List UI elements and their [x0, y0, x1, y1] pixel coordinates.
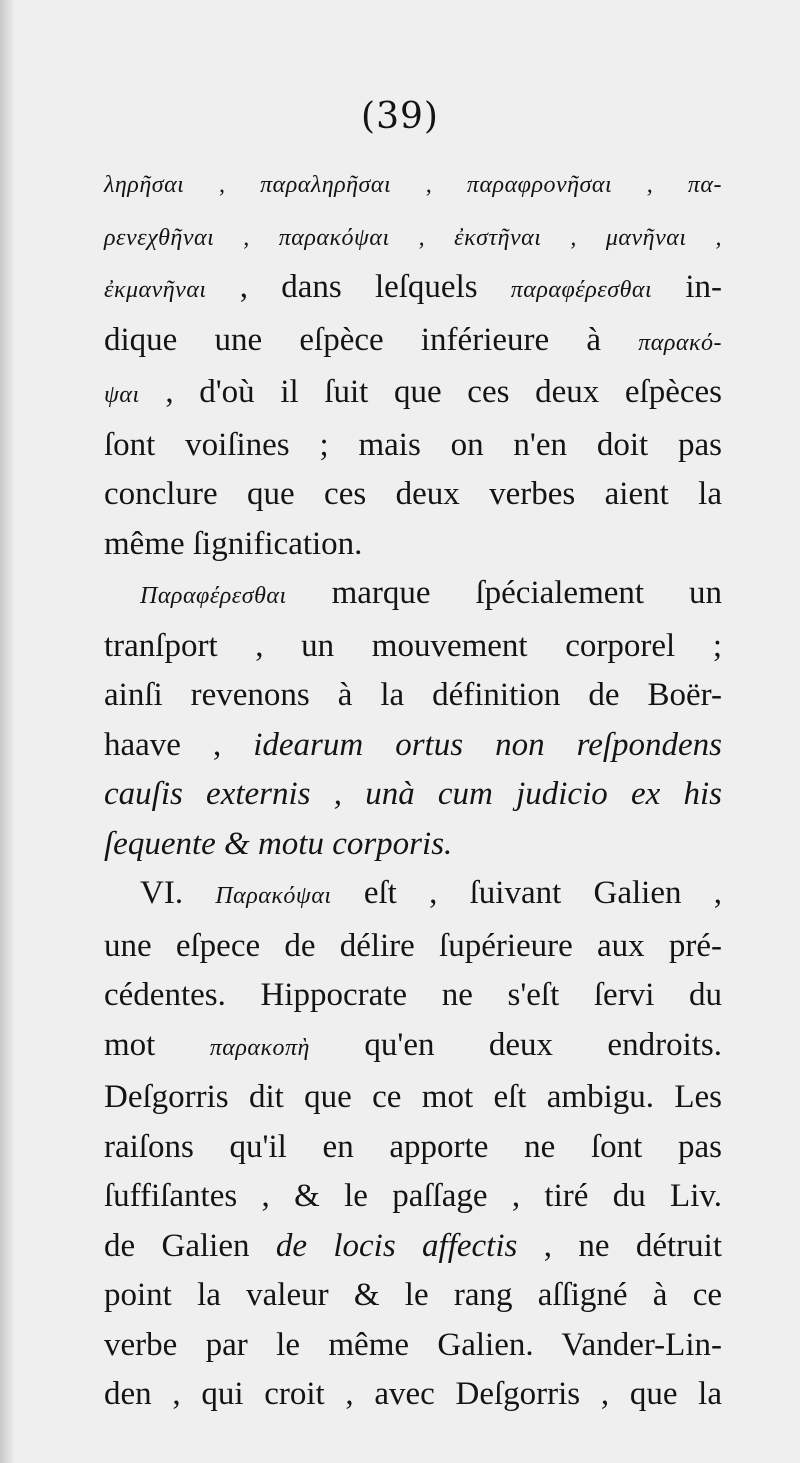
text-segment: point la valeur & le rang aſſigné à ce	[104, 1277, 722, 1313]
latin-quotation: ſequente & motu corporis.	[104, 825, 453, 862]
text-segment: Deſgorris dit que ce mot eſt ambigu. Les	[104, 1079, 722, 1115]
text-segment: qu'en deux endroits.	[309, 1026, 723, 1063]
text-segment: ainſi revenons à la définition de Boër-	[104, 677, 722, 713]
text-segment: , ne détruit	[517, 1227, 722, 1264]
text-line	[104, 1172, 722, 1222]
page-gutter-shadow	[0, 0, 14, 1463]
text-segment: une eſpece de délire ſupérieure aux pré-	[104, 927, 722, 964]
text-line	[104, 1123, 722, 1173]
text-segment: den , qui croit , avec Deſgorris , que la	[104, 1376, 722, 1412]
text-line	[104, 1021, 722, 1074]
greek-term: παραφέρεσθαι	[510, 277, 653, 303]
latin-quotation: cauſis externis , unà cum judicio ex his	[104, 776, 722, 812]
text-line	[104, 158, 722, 211]
text-line	[104, 922, 722, 972]
text-segment: marque ſpécialement un	[286, 575, 722, 611]
text-line	[104, 1370, 722, 1420]
text-segment: raiſons qu'il en apporte ne ſont pas	[104, 1128, 722, 1165]
text-segment: , d'où il ſuit que ces deux eſpèces	[139, 374, 722, 410]
text-segment: dique une eſpèce inférieure à	[104, 321, 639, 358]
text-segment: ſuffiſantes , & le paſſage , tiré du Liv.	[104, 1178, 722, 1214]
body-text	[104, 158, 722, 1420]
text-line	[104, 211, 722, 264]
text-line	[104, 721, 722, 771]
text-line	[104, 316, 722, 369]
text-segment: ſont voiſines ; mais on n'en doit pas	[104, 426, 722, 463]
text-line	[104, 1271, 722, 1321]
text-line	[104, 470, 722, 520]
text-line	[104, 1073, 722, 1123]
greek-term: Παραφέρεσθαι	[140, 583, 287, 609]
text-segment: même ſignification.	[104, 525, 363, 562]
greek-term: ρενεχθῆναι , παρακόψαι , ἐκστῆναι , μανῆναι ,	[104, 224, 722, 251]
text-segment: in-	[652, 269, 722, 305]
latin-quotation: idearum ortus non reſpondens	[253, 726, 723, 763]
greek-term: Παρακόψαι	[215, 883, 332, 909]
greek-term: ἐκμανῆναι	[104, 277, 207, 303]
text-line	[104, 1222, 722, 1272]
text-line	[104, 622, 722, 672]
text-segment: mot	[104, 1026, 210, 1063]
text-segment: de Galien	[104, 1227, 276, 1264]
text-line	[104, 569, 722, 622]
text-segment: verbe par le même Galien. Vander-Lin-	[104, 1326, 722, 1363]
text-line	[104, 820, 722, 870]
text-line	[104, 770, 722, 820]
latin-quotation: de locis affectis	[275, 1227, 518, 1264]
text-line	[104, 971, 722, 1021]
text-line	[104, 421, 722, 471]
text-line	[104, 368, 722, 421]
greek-term: παρακό-	[638, 329, 722, 356]
text-segment: VI.	[140, 875, 216, 911]
text-line	[104, 263, 722, 316]
text-line	[104, 869, 722, 922]
text-line	[104, 1321, 722, 1371]
text-segment: , dans leſquels	[206, 269, 511, 305]
text-segment: haave ,	[104, 726, 254, 763]
text-line	[104, 520, 722, 570]
text-segment: tranſport , un mouvement corporel ;	[104, 627, 722, 664]
text-segment: conclure que ces deux verbes aient la	[104, 476, 722, 512]
text-line	[104, 671, 722, 721]
text-segment: eſt , ſuivant Galien ,	[331, 875, 722, 911]
greek-term: ληρῆσαι , παραληρῆσαι , παραφρονῆσαι , πα-	[104, 172, 722, 198]
text-segment: cédentes. Hippocrate ne s'eſt ſervi du	[104, 977, 722, 1013]
greek-term: παρακοπὴ	[209, 1034, 310, 1061]
page-number: (39)	[361, 96, 439, 137]
greek-term: ψαι	[104, 382, 140, 408]
